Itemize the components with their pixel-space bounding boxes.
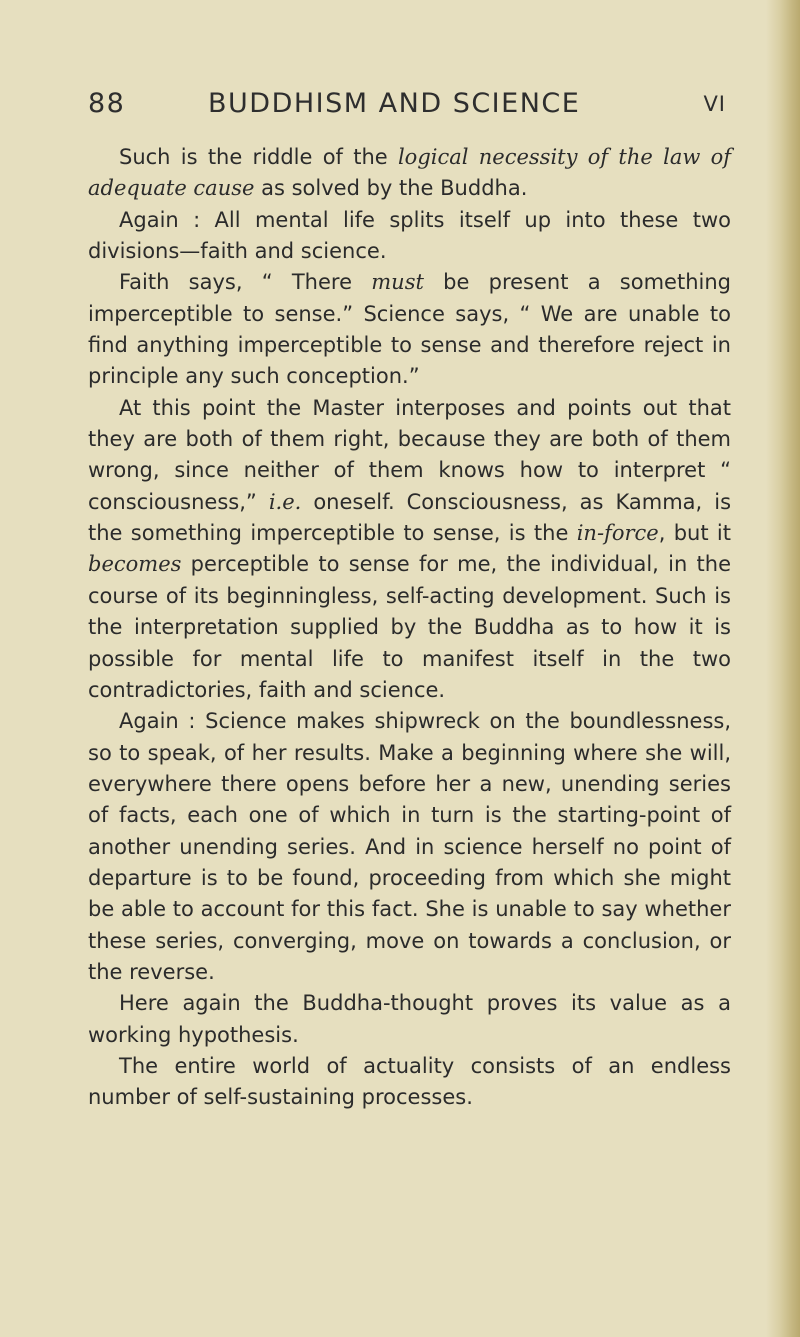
paragraph: Such is the riddle of the logical necessity of the law of adequate cause as solved by the Buddha. [88,145,731,201]
page-number: 88 [88,88,126,119]
paragraph: Again : Science makes shipwreck on the boundlessness, so to speak, of her results. Make a beginning where she will, everywhere there opens before her a new, unending series of facts, each one of which in turn is the starting-point of another unending series. And in science herself no point of departure is to be found, proceeding from which she might be able to account for this fact. She is unable to say whether these series, converging, move on towards a conclusion, or the reverse. [88,709,731,984]
body-text [88,142,731,1114]
italic-phrase: i.e. [268,489,302,514]
running-title: BUDDHISM AND SCIENCE [208,88,581,119]
italic-phrase: logical necessity of the law of adequate cause [88,145,731,201]
paragraph: At this point the Master interposes and points out that they are both of them right, because they are both of them wrong, since neither of them knows how to interpret “ consciousness,” i.e. oneself. Consciousness, as Kamma, is the something imperceptible to sense, is the in-force, but it becomes perceptible to sense for me, the individual, in the course of its beginningless, self-acting development. Such is the interpretation supplied by the Buddha as to how it is possible for mental life to manifest itself in the two contradictories, faith and science. [88,395,732,702]
paragraph: Again : All mental life splits itself up into these two divisions—faith and science. [88,207,731,264]
page-header [88,88,728,128]
chapter-number: VI [703,92,726,116]
paragraph: The entire world of actuality consists of an endless number of self-sustaining processes. [88,1053,731,1110]
italic-phrase: becomes [88,552,182,577]
italic-phrase: must [371,270,424,295]
italic-phrase: in-force [576,521,659,546]
paragraph: Here again the Buddha-thought proves its value as a working hypothesis. [88,991,731,1047]
paragraph: Faith says, “ There must be present a something imperceptible to sense.” Science says, “ We are unable to find anything imperceptible to sense and therefore reject in principle any such conception.” [88,270,731,389]
